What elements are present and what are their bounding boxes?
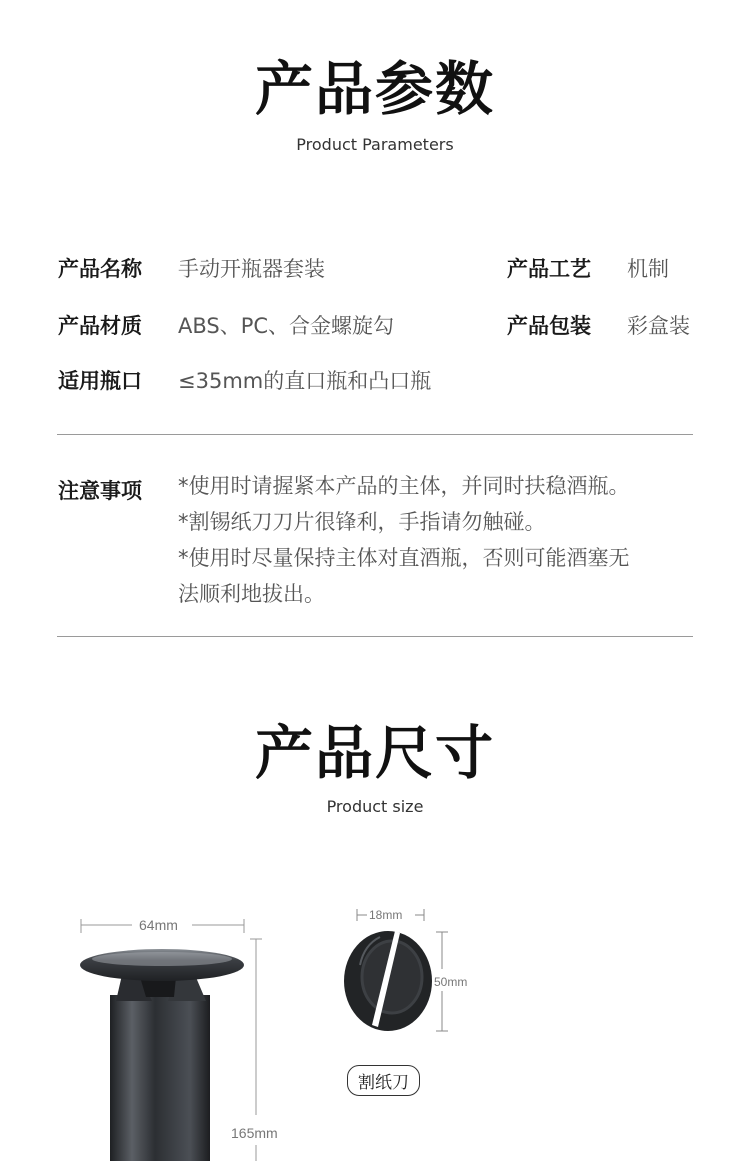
opener-width-label: 64mm — [139, 917, 178, 933]
param-value-craft: 机制 — [627, 257, 669, 281]
divider — [57, 434, 693, 435]
note-line: *使用时尽量保持主体对直酒瓶，否则可能酒塞无 — [178, 546, 630, 570]
params-subtitle: Product Parameters — [296, 135, 454, 154]
param-value-package: 彩盒装 — [627, 314, 690, 338]
cutter-height-label: 50mm — [434, 975, 468, 989]
wine-opener-image — [60, 905, 300, 1161]
param-value-bottle-mouth: ≤35mm的直口瓶和凸口瓶 — [178, 369, 432, 393]
opener-height-label: 165mm — [231, 1125, 278, 1141]
notes-label: 注意事项 — [58, 479, 142, 503]
note-line: 法顺利地拔出。 — [178, 582, 325, 606]
param-label-material: 产品材质 — [58, 314, 142, 338]
param-label-craft: 产品工艺 — [507, 257, 591, 281]
note-line: *割锡纸刀刀片很锋利，手指请勿触碰。 — [178, 510, 546, 534]
params-title: 产品参数 — [254, 55, 495, 123]
param-value-name: 手动开瓶器套装 — [178, 257, 325, 281]
notes-text — [178, 468, 698, 612]
param-label-name: 产品名称 — [58, 257, 142, 281]
foil-cutter-image — [340, 905, 480, 1040]
size-title: 产品尺寸 — [254, 719, 495, 787]
param-label-package: 产品包装 — [507, 314, 591, 338]
note-line: *使用时请握紧本产品的主体，并同时扶稳酒瓶。 — [178, 474, 630, 498]
foil-cutter-badge: 割纸刀 — [347, 1065, 420, 1096]
param-value-material: ABS、PC、合金螺旋勾 — [178, 314, 395, 338]
size-subtitle: Product size — [326, 797, 424, 816]
param-label-bottle-mouth: 适用瓶口 — [58, 369, 142, 393]
divider — [57, 636, 693, 637]
cutter-width-label: 18mm — [369, 908, 403, 922]
